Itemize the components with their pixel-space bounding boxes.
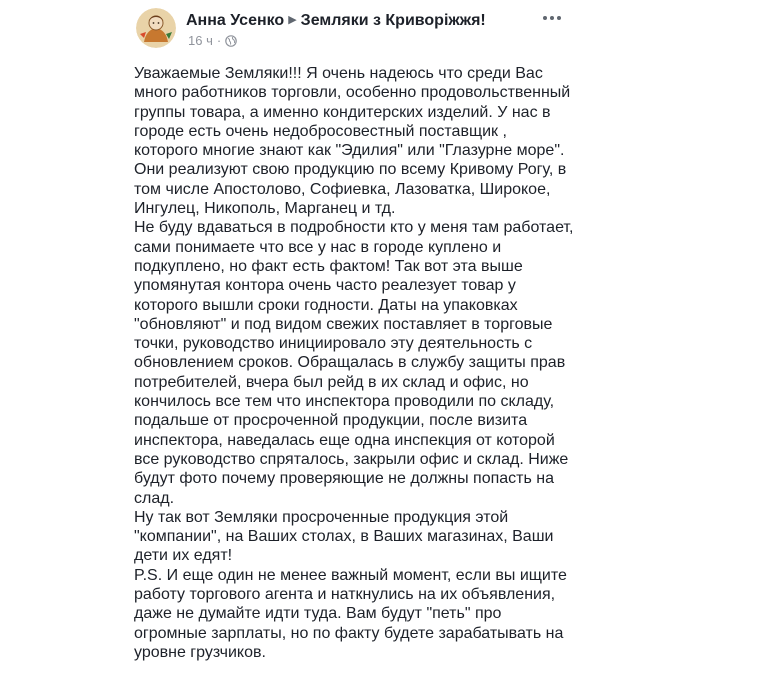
author-avatar[interactable]: [136, 8, 176, 48]
post-paragraph: Не буду вдаваться в подробности кто у меня там работает, сами понимаете что все у нас в городе куплено и подкуплено, но факт есть фактом! Так вот эта выше упомянутая контора очень часто реалезует товар у которого вышли сроки годности. Даты на упаковках "обновляют" и под видом свежих поставляет в торговые точки, руководство инициировало эту деятельность с обновлением сроков. Обращалась в службу защиты прав потребителей, вчера был рейд в их склад и офис, но кончилось все тем что инспектора проводили по складу, подальше от просроченной продукции, после визита инспектора, наведалась еще одна инспекция от которой все руководство спряталось, закрыли офис и склад. Ниже будут фото почему проверяющие не должны попасть на слад.: [134, 219, 574, 507]
post-timestamp[interactable]: 16 ч: [188, 33, 213, 48]
post-paragraph: Уважаемые Земляки!!! Я очень надеюсь что среди Вас много работников торговли, особенно продовольственный группы товара, а именно кондитерских изделий. У нас в городе есть очень недобросовестный поставщик , которого многие знают как "Эдилия" или "Глазурне море". Они реализуют свою продукцию по всему Кривому Рогу, в том числе Апостолово, Софиевка, Лазоватка, Широкое, Ингулец, Никополь, Марганец и тд.: [134, 65, 571, 218]
more-options-icon[interactable]: [542, 10, 562, 26]
avatar-illustration-icon: [136, 8, 176, 48]
post-text: [134, 64, 574, 662]
author-name[interactable]: Анна Усенко: [186, 12, 285, 29]
author-line: [186, 12, 486, 30]
post-meta: [188, 33, 237, 50]
meta-separator: ·: [216, 33, 222, 48]
post-header: [136, 8, 566, 48]
triangle-right-icon: ▶: [288, 14, 297, 26]
post-paragraph: P.S. И еще один не менее важный момент, если вы ищите работу торгового агента и наткнулись на их объявления, даже не думайте идти туда. Вам будут "петь" про огромные зарплаты, но по факту будете зарабатывать на уровне грузчиков.: [134, 566, 567, 661]
globe-icon[interactable]: [225, 35, 237, 50]
post-paragraph: Ну так вот Земляки просроченные продукция этой "компании", на Ваших столах, в Ваших магазинах, Ваши дети их едят!: [134, 508, 554, 565]
group-name[interactable]: Земляки з Криворіжжя!: [300, 12, 486, 29]
